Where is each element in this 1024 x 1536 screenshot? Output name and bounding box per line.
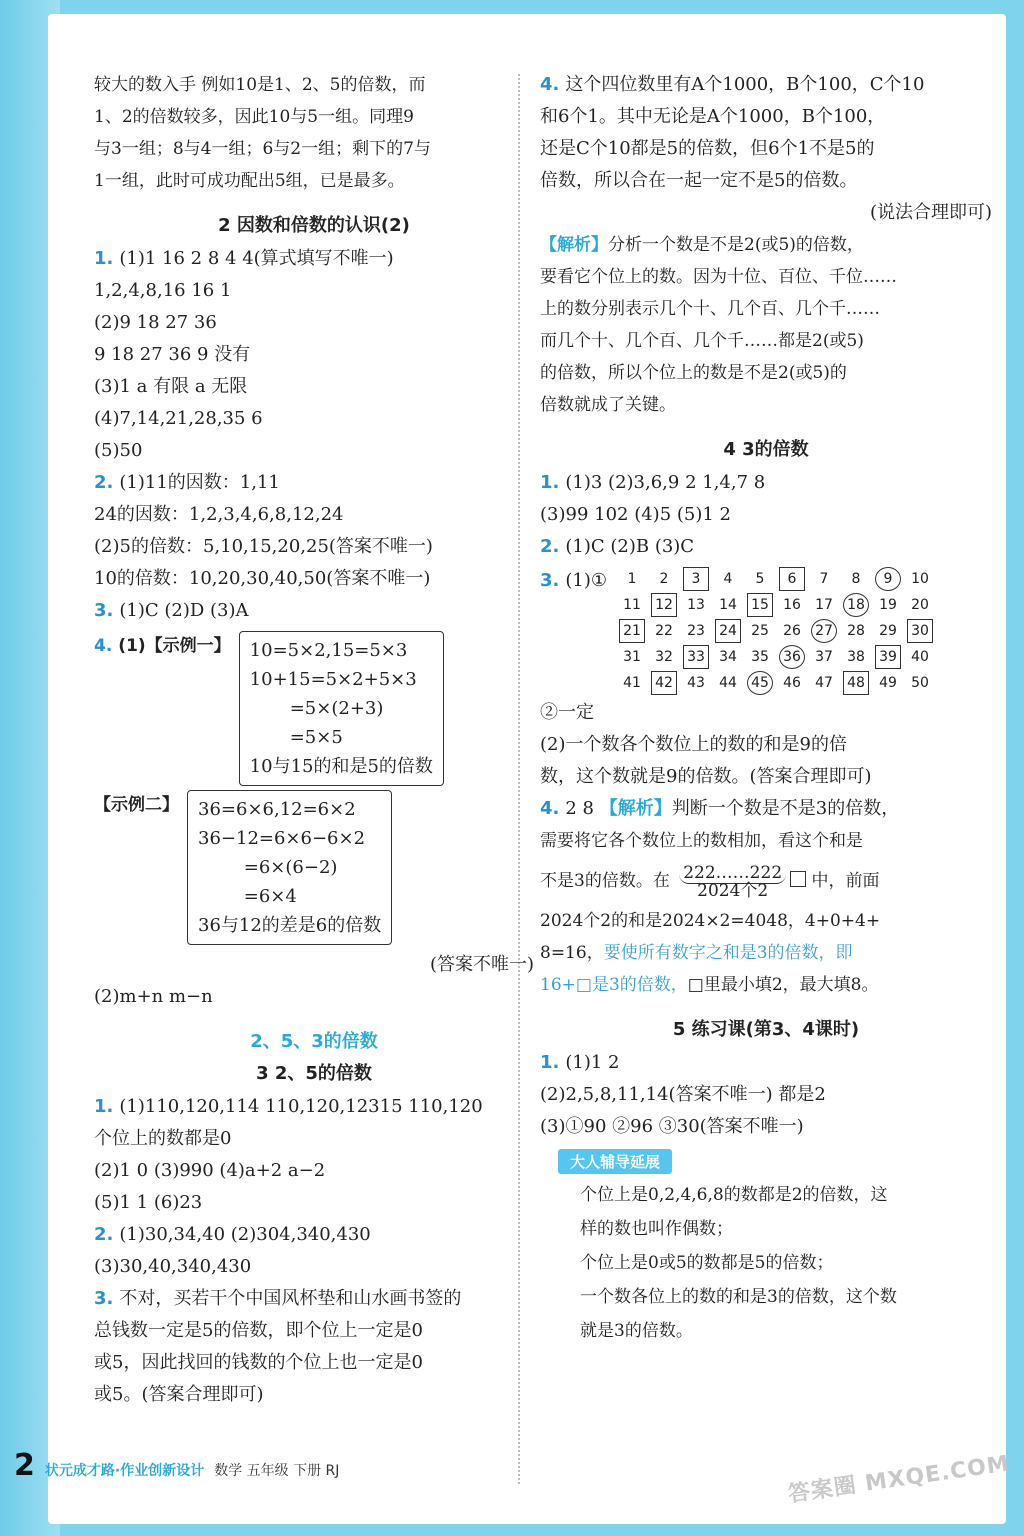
right-column bbox=[540, 69, 992, 1348]
answer-line: 个位上的数都是0 bbox=[94, 1128, 232, 1149]
answer-line: 24的因数：1,2,3,4,6,8,12,24 bbox=[94, 504, 344, 525]
grid-cell: 2 bbox=[659, 571, 669, 587]
answer-line: 1,2,4,8,16 16 1 bbox=[94, 280, 232, 301]
grid-cell: 10 bbox=[911, 571, 929, 587]
question-number: 3. bbox=[540, 570, 560, 591]
grid-cell: 46 bbox=[783, 675, 801, 691]
answer-line: (1)C (2)D (3)A bbox=[119, 600, 249, 621]
answer-line: (2)5的倍数：5,10,15,20,25(答案不唯一) bbox=[94, 536, 433, 557]
grid-cell-circled: 36 bbox=[779, 645, 805, 669]
underbrace-expression bbox=[679, 864, 786, 900]
grid-cell: 4 bbox=[723, 571, 733, 587]
grid-cell-circled: 45 bbox=[747, 671, 773, 695]
question-number: 2. bbox=[94, 472, 114, 493]
answer-line: 2 8 bbox=[565, 798, 595, 819]
answer-line: (1)3 (2)3,6,9 2 1,4,7 8 bbox=[565, 472, 766, 493]
example-2-box: 36=6×6,12=6×2 36−12=6×6−6×2 =6×(6−2) =6×4 36与12的差是6的倍数 bbox=[187, 790, 392, 945]
analysis-line: 分析一个数是不是2(或5)的倍数， bbox=[608, 235, 864, 255]
question-number: 2. bbox=[94, 1224, 114, 1245]
answer-line: (2)1 0 (3)990 (4)a+2 a−2 bbox=[94, 1160, 326, 1181]
intro-line: 1一组，此时可成功配出5组，已是最多。 bbox=[94, 171, 405, 191]
page-footer bbox=[14, 1448, 339, 1483]
grid-cell-circled: 18 bbox=[843, 593, 869, 617]
grid-cell: 11 bbox=[623, 597, 641, 613]
grid-cell: 25 bbox=[751, 623, 769, 639]
book-info: 数学 五年级 下册 RJ bbox=[214, 1463, 340, 1479]
question-number: 1. bbox=[540, 472, 560, 493]
grid-cell-boxed: 48 bbox=[843, 671, 869, 695]
answer-line: 倍数，所以合在一起一定不是5的倍数。 bbox=[540, 170, 858, 191]
answer-line: (1)C (2)B (3)C bbox=[565, 536, 695, 557]
grid-cell: 5 bbox=[755, 571, 765, 587]
grid-cell-boxed: 30 bbox=[907, 619, 933, 643]
answer-line: (1)11的因数：1,11 bbox=[119, 472, 280, 493]
question-number: 4. bbox=[540, 74, 560, 95]
section-title-2: 2 因数和倍数的认识(2) bbox=[218, 215, 410, 236]
intro-line: 1、2的倍数较多，因此10与5一组。同理9 bbox=[94, 107, 414, 127]
intro-line: 与3一组；8与4一组；6与2一组；剩下的7与 bbox=[94, 139, 431, 159]
analysis-tag: 【解析】 bbox=[599, 798, 672, 819]
answer-line: (5)1 1 (6)23 bbox=[94, 1192, 203, 1213]
analysis-line: 8=16， bbox=[540, 943, 604, 963]
example-2-label: 【示例二】 bbox=[94, 795, 179, 815]
grid-cell: 14 bbox=[719, 597, 737, 613]
analysis-highlight: 16+□是3的倍数， bbox=[540, 975, 688, 995]
answer-line: 还是C个10都是5的倍数，但6个1不是5的 bbox=[540, 138, 875, 159]
answer-line: 和6个1。其中无论是A个1000，B个100， bbox=[540, 106, 886, 127]
answer-line: (3)99 102 (4)5 (5)1 2 bbox=[540, 504, 731, 525]
grid-cell: 49 bbox=[879, 675, 897, 691]
grid-cell: 50 bbox=[911, 675, 929, 691]
grid-cell: 38 bbox=[847, 649, 865, 665]
grid-cell: 29 bbox=[879, 623, 897, 639]
answer-line: (3)1 a 有限 a 无限 bbox=[94, 376, 248, 397]
section-title-5: 5 练习课(第3、4课时) bbox=[672, 1019, 860, 1040]
hundred-chart-grid bbox=[613, 565, 939, 697]
grid-cell-boxed: 12 bbox=[651, 593, 677, 617]
analysis-highlight: 要使所有数字之和是3的倍数，即 bbox=[603, 943, 853, 963]
question-number: 2. bbox=[540, 536, 560, 557]
analysis-tag: 【解析】 bbox=[540, 235, 608, 255]
grid-cell-circled: 9 bbox=[875, 567, 901, 591]
grid-cell-boxed: 6 bbox=[779, 567, 805, 591]
grid-cell-boxed: 24 bbox=[715, 619, 741, 643]
grid-row bbox=[619, 619, 933, 643]
answer-line: (2)2,5,8,11,14(答案不唯一) 都是2 bbox=[540, 1084, 826, 1105]
grid-cell: 26 bbox=[783, 623, 801, 639]
grid-cell: 20 bbox=[911, 597, 929, 613]
grid-cell-boxed: 3 bbox=[683, 567, 709, 591]
grid-cell-boxed: 21 bbox=[619, 619, 645, 643]
answer-line: 或5，因此找回的钱数的个位上也一定是0 bbox=[94, 1352, 423, 1373]
brace-top: 222……222 bbox=[679, 863, 786, 884]
grid-cell: 35 bbox=[751, 649, 769, 665]
grid-cell: 28 bbox=[847, 623, 865, 639]
answer-line: 不对，买若干个中国风杯垫和山水画书签的 bbox=[119, 1288, 462, 1309]
answer-note: (说法合理即可) bbox=[869, 202, 992, 223]
grid-cell: 7 bbox=[819, 571, 829, 587]
question-number: 4. bbox=[540, 798, 560, 819]
answer-line: 这个四位数里有A个1000，B个100，C个10 bbox=[565, 74, 925, 95]
grid-row bbox=[619, 593, 933, 617]
left-column bbox=[94, 69, 534, 1411]
grid-row bbox=[619, 645, 933, 669]
answer-line: (3)①90 ②96 ③30(答案不唯一) bbox=[540, 1116, 804, 1137]
analysis-line: 判断一个数是不是3的倍数， bbox=[671, 798, 900, 819]
answer-line: (2)m+n m−n bbox=[94, 986, 213, 1007]
grid-cell: 37 bbox=[815, 649, 833, 665]
grid-cell: 17 bbox=[815, 597, 833, 613]
analysis-line: 不是3的倍数。在 bbox=[540, 871, 670, 891]
grid-cell: 34 bbox=[719, 649, 737, 665]
example-1-box: 10=5×2,15=5×3 10+15=5×2+5×3 =5×(2+3) =5×5 10与15的和是5的倍数 bbox=[239, 631, 444, 786]
grid-cell-circled: 27 bbox=[811, 619, 837, 643]
page-number: 2 bbox=[14, 1448, 35, 1483]
intro-line: 较大的数入手 例如10是1、2、5的倍数，而 bbox=[94, 75, 426, 95]
brace-bottom: 2024个2 bbox=[697, 880, 769, 901]
answer-line: (2)9 18 27 36 bbox=[94, 312, 217, 333]
unit-title: 2、5、3的倍数 bbox=[250, 1031, 378, 1052]
answer-line: (2)一个数各个数位上的数的和是9的倍 bbox=[540, 734, 847, 755]
brand-name: 状元成才路·作业创新设计 bbox=[44, 1463, 205, 1479]
answer-line: ②一定 bbox=[540, 702, 594, 723]
answer-page bbox=[48, 14, 1006, 1524]
grid-cell: 40 bbox=[911, 649, 929, 665]
answer-line: (1)1 16 2 8 4 4(算式填写不唯一) bbox=[119, 248, 394, 269]
grid-cell-boxed: 15 bbox=[747, 593, 773, 617]
analysis-line: 倍数就成了关键。 bbox=[540, 395, 676, 415]
grid-cell: 31 bbox=[623, 649, 641, 665]
question-number: 1. bbox=[540, 1052, 560, 1073]
grid-cell: 41 bbox=[623, 675, 641, 691]
grid-row bbox=[619, 671, 933, 695]
analysis-line: 2024个2的和是2024×2=4048，4+0+4+ bbox=[540, 911, 881, 931]
blank-box bbox=[790, 871, 806, 887]
grid-cell-boxed: 42 bbox=[651, 671, 677, 695]
example-1-label: (1)【示例一】 bbox=[118, 636, 231, 656]
analysis-line: 上的数分别表示几个十、几个百、几个千…… bbox=[540, 299, 880, 319]
answer-line: (1)110,120,114 110,120,12315 110,120 bbox=[119, 1096, 483, 1117]
answer-line: (4)7,14,21,28,35 6 bbox=[94, 408, 263, 429]
answer-line: 总钱数一定是5的倍数，即个位上一定是0 bbox=[94, 1320, 423, 1341]
grid-cell: 19 bbox=[879, 597, 897, 613]
watermark-logo: 答案圈 MXQE.COM bbox=[786, 1451, 1011, 1508]
grid-cell: 8 bbox=[851, 571, 861, 587]
note-line: 就是3的倍数。 bbox=[580, 1321, 693, 1341]
grid-cell-boxed: 33 bbox=[683, 645, 709, 669]
analysis-line: 而几个十、几个百、几个千……都是2(或5) bbox=[540, 331, 864, 351]
grid-row bbox=[619, 567, 933, 591]
analysis-line: 的倍数，所以个位上的数是不是2(或5)的 bbox=[540, 363, 847, 383]
grid-cell: 13 bbox=[687, 597, 705, 613]
grid-cell: 43 bbox=[687, 675, 705, 691]
answer-line: (5)50 bbox=[94, 440, 143, 461]
answer-line: (1)1 2 bbox=[565, 1052, 620, 1073]
note-line: 个位上是0,2,4,6,8的数都是2的倍数，这 bbox=[580, 1185, 888, 1205]
note-line: 样的数也叫作偶数； bbox=[580, 1219, 733, 1239]
question-number: 3. bbox=[94, 1288, 114, 1309]
answer-line: (3)30,40,340,430 bbox=[94, 1256, 252, 1277]
analysis-line: □里最小填2，最大填8。 bbox=[687, 975, 879, 995]
grid-cell: 1 bbox=[627, 571, 637, 587]
answer-line: 9 18 27 36 9 没有 bbox=[94, 344, 251, 365]
answer-line: (1)① bbox=[565, 570, 608, 591]
note-line: 个位上是0或5的数都是5的倍数； bbox=[580, 1253, 834, 1273]
question-number: 1. bbox=[94, 1096, 114, 1117]
grid-cell: 32 bbox=[655, 649, 673, 665]
grid-cell: 22 bbox=[655, 623, 673, 639]
answer-line: 或5。(答案合理即可) bbox=[94, 1384, 264, 1405]
extension-badge: 大人辅导延展 bbox=[558, 1149, 672, 1174]
section-title-3: 3 2、5的倍数 bbox=[256, 1063, 372, 1084]
question-number: 1. bbox=[94, 248, 114, 269]
question-number: 3. bbox=[94, 600, 114, 621]
analysis-line: 要看它个位上的数。因为十位、百位、千位…… bbox=[540, 267, 897, 287]
section-title-4: 4 3的倍数 bbox=[723, 439, 809, 460]
grid-cell: 16 bbox=[783, 597, 801, 613]
grid-cell-boxed: 39 bbox=[875, 645, 901, 669]
analysis-line: 需要将它各个数位上的数相加，看这个和是 bbox=[540, 831, 863, 851]
answer-line: 10的倍数：10,20,30,40,50(答案不唯一) bbox=[94, 568, 431, 589]
answer-line: (1)30,34,40 (2)304,340,430 bbox=[119, 1224, 371, 1245]
grid-cell: 23 bbox=[687, 623, 705, 639]
grid-cell: 44 bbox=[719, 675, 737, 691]
grid-cell: 47 bbox=[815, 675, 833, 691]
question-number: 4. bbox=[94, 636, 113, 656]
note-line: 一个数各位上的数的和是3的倍数，这个数 bbox=[580, 1287, 897, 1307]
answer-line: 数，这个数就是9的倍数。(答案合理即可) bbox=[540, 766, 872, 787]
analysis-line: 中，前面 bbox=[811, 871, 880, 891]
answer-note: (答案不唯一) bbox=[429, 954, 534, 975]
